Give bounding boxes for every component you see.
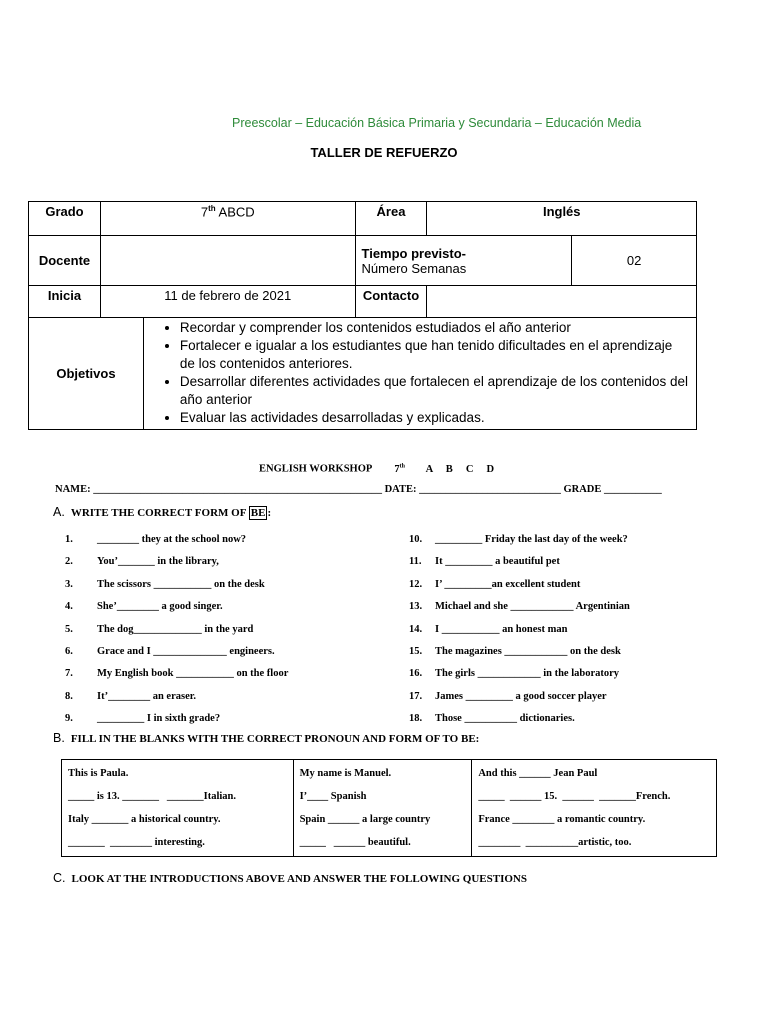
exercise-text: My English book ___________ on the floor (97, 668, 289, 680)
exercise-text: It’________ an eraser. (97, 690, 197, 702)
exercise-item (409, 708, 630, 730)
intro-manuel (293, 760, 472, 857)
contacto-value (427, 286, 697, 318)
intro-line: _______ ________ interesting. (68, 837, 205, 848)
intro-jean-paul (472, 760, 717, 857)
exercise-item (65, 551, 288, 573)
exercise-text: Those __________ dictionaries. (435, 713, 575, 725)
exercise-text: Michael and she ____________ Argentinian (435, 601, 630, 613)
exercise-text: The scissors ___________ on the desk (97, 578, 265, 590)
exercise-text: You’_______ in the library, (97, 556, 219, 568)
intro-line: And this ______ Jean Paul (478, 768, 598, 779)
intro-line: _____ is 13. _______ _______Italian. (68, 791, 237, 802)
exercise-item (409, 663, 630, 685)
exercise-number: 5. (65, 623, 73, 635)
exercise-item (409, 551, 630, 573)
exercise-item (65, 641, 288, 663)
workshop-groups: A B C D (425, 463, 495, 475)
exercise-text: I ___________ an honest man (435, 623, 568, 635)
exercise-list-left (65, 529, 288, 731)
exercise-text: It _________ a beautiful pet (435, 556, 560, 568)
exercise-item (65, 663, 288, 685)
exercise-text: James _________ a good soccer player (435, 690, 607, 702)
contacto-label: Contacto (355, 286, 427, 318)
exercise-number: 17. (409, 690, 423, 702)
institution-line: Preescolar – Educación Básica Primaria y Secundaria – Educación Media (232, 116, 642, 130)
tiempo-label: Tiempo previsto- (361, 245, 467, 261)
exercise-number: 18. (409, 713, 423, 725)
exercise-text: Grace and I ______________ engineers. (97, 646, 275, 658)
exercise-text: The magazines ____________ on the desk (435, 646, 621, 658)
exercise-item (409, 619, 630, 641)
exercise-number: 15. (409, 646, 423, 658)
objetivo-item: • Evaluar las actividades desarrolladas y explicadas. (180, 409, 690, 427)
area-label: Área (355, 202, 427, 236)
exercise-item (65, 708, 288, 730)
tiempo-value: 02 (572, 236, 697, 286)
exercise-text: I’ _________an excellent student (435, 578, 581, 590)
tiempo-cell (355, 236, 572, 286)
name-date-grade-line: NAME: _______________________________________________________ DATE: ___________________________ GRADE ___________ (55, 484, 662, 495)
exercise-text: She’________ a good singer. (97, 601, 223, 613)
inicia-label: Inicia (29, 286, 101, 318)
exercise-number: 16. (409, 668, 423, 680)
exercise-item (65, 686, 288, 708)
section-b-heading: B. FILL IN THE BLANKS WITH THE CORRECT PRONOUN AND FORM OF TO BE: (53, 731, 480, 745)
intro-line: Spain ______ a large country (299, 814, 431, 825)
inicia-value: 11 de febrero de 2021 (100, 286, 355, 318)
objetivos-list (150, 319, 690, 427)
objetivos-label: Objetivos (29, 318, 144, 430)
objetivos-list-cell (143, 318, 696, 430)
exercise-number: 10. (409, 534, 423, 545)
exercise-list-right (409, 529, 630, 731)
intro-line: This is Paula. (68, 768, 129, 779)
intro-line: France ________ a romantic country. (478, 814, 646, 825)
exercise-text: The girls ____________ in the laboratory (435, 668, 620, 680)
exercise-number: 3. (65, 578, 73, 590)
exercise-number: 1. (65, 534, 73, 545)
tiempo-sub: Número Semanas (361, 260, 467, 276)
be-boxed: BE (250, 507, 266, 519)
workshop-title: ENGLISH WORKSHOP 7th A B C D (259, 463, 495, 475)
exercise-item (409, 596, 630, 618)
intro-line: My name is Manuel. (299, 768, 392, 779)
exercise-number: 9. (65, 713, 73, 725)
exercise-number: 8. (65, 690, 73, 702)
exercise-number: 6. (65, 646, 73, 658)
exercise-number: 11. (409, 556, 422, 568)
docente-label: Docente (29, 236, 101, 286)
objetivo-item: • Recordar y comprender los contenidos estudiados el año anterior (180, 319, 690, 337)
exercise-text: _________ I in sixth grade? (97, 713, 221, 725)
objetivo-item: • Desarrollar diferentes actividades que fortalecen el aprendizaje de los contenidos del año anterior (180, 373, 690, 409)
intro-line: Italy _______ a historical country. (68, 814, 221, 825)
exercise-number: 12. (409, 578, 423, 590)
exercise-number: 2. (65, 556, 73, 568)
exercise-number: 4. (65, 601, 73, 613)
section-c-heading: C. LOOK AT THE INTRODUCTIONS ABOVE AND ANSWER THE FOLLOWING QUESTIONS (53, 871, 527, 885)
docente-value (100, 236, 355, 286)
exercise-item (65, 596, 288, 618)
exercise-item (65, 574, 288, 596)
exercise-number: 7. (65, 668, 73, 680)
exercise-text: _________ Friday the last day of the week? (435, 534, 628, 545)
exercise-number: 14. (409, 623, 423, 635)
grado-value: 7th ABCD (100, 202, 355, 236)
intro-line: _____ ______ beautiful. (299, 837, 411, 848)
objetivo-item: • Fortalecer e igualar a los estudiantes que han tenido dificultades en el aprendizaje de los contenidos anteriores. (180, 337, 690, 373)
introductions-table (61, 759, 717, 857)
exercise-item (65, 529, 288, 551)
exercise-text: ________ they at the school now? (97, 534, 247, 545)
exercise-item (409, 686, 630, 708)
exercise-item (65, 619, 288, 641)
grado-label: Grado (29, 202, 101, 236)
exercise-item (409, 574, 630, 596)
intro-line: _____ ______ 15. ______ _______French. (478, 791, 671, 802)
intro-paula (62, 760, 294, 857)
exercise-number: 13. (409, 601, 423, 613)
info-table (28, 201, 697, 430)
section-a-heading: A. WRITE THE CORRECT FORM OF BE : (53, 505, 272, 519)
exercise-item (409, 641, 630, 663)
document-title: TALLER DE REFUERZO (310, 145, 458, 160)
intro-line: ________ __________artistic, too. (478, 837, 632, 848)
workshop-grade: 7th (394, 463, 405, 475)
intro-line: I’____ Spanish (299, 791, 367, 802)
exercise-text: The dog_____________ in the yard (97, 623, 254, 635)
exercise-item (409, 529, 630, 551)
area-value: Inglés (427, 202, 697, 236)
